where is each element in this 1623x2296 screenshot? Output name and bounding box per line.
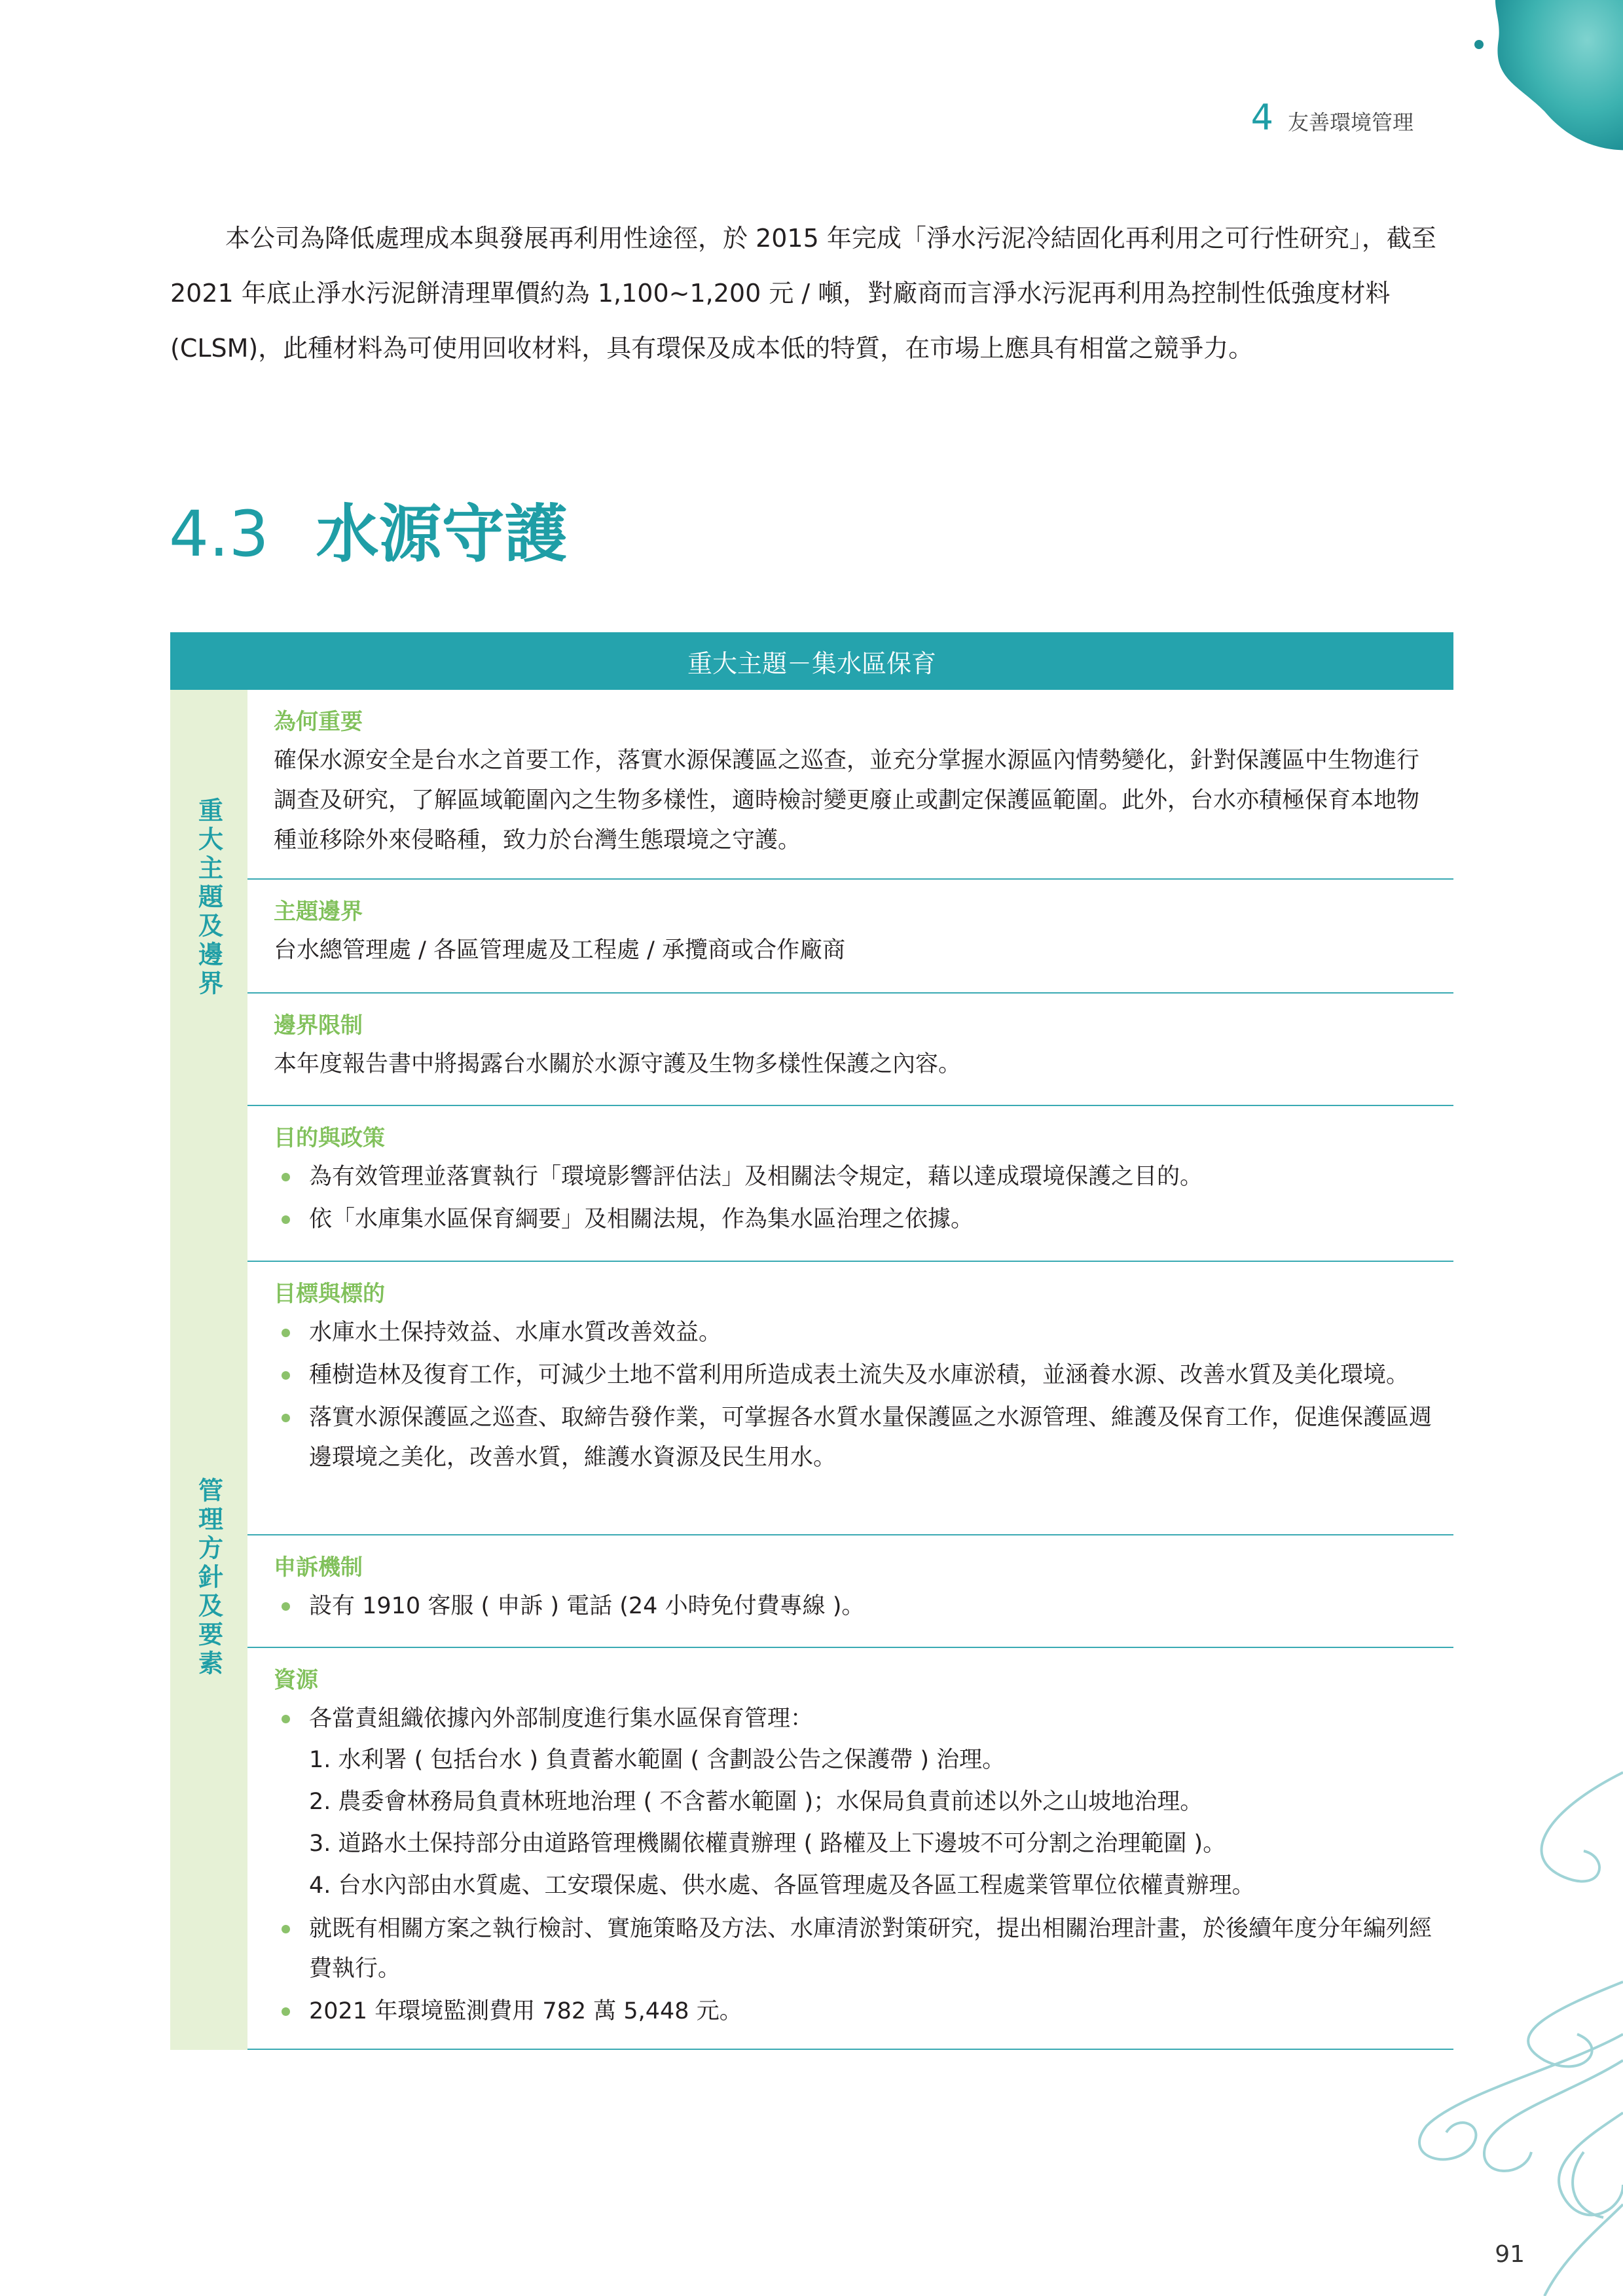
list-item [274,1699,1434,1907]
row-topic-boundary [247,880,1453,994]
sub-list-item: 4. 台水內部由水質處、工安環保處、供水處、各區管理處及各區工程處業管單位依權責辦理。 [309,1873,1255,1899]
group-label-text: 重大主題及邊界 [194,797,223,999]
chapter-number: 4 [1250,97,1273,138]
topic-boundary-group [170,690,1453,1106]
sub-list [309,1739,1434,1907]
group-label-topic-boundary [170,690,247,1106]
list-item: 設有 1910 客服 ( 申訴 ) 電話 (24 小時免付費專線 )。 [274,1587,1434,1626]
row-text: 台水總管理處 / 各區管理處及工程處 / 承攬商或合作廠商 [274,937,846,963]
chapter-title: 友善環境管理 [1287,110,1413,135]
list-item: 2021 年環境監測費用 782 萬 5,448 元。 [274,1992,1434,2032]
sub-list-item: 1. 水利署 ( 包括台水 ) 負責蓄水範圍 ( 含劃設公告之保護帶 ) 治理。 [309,1747,1006,1773]
row-grievance [247,1535,1453,1648]
row-resources [247,1648,1453,2050]
list-item: 水庫水土保持效益、水庫水質改善效益。 [274,1313,1434,1353]
section-title: 水源守護 [316,497,568,571]
list-item: 種樹造林及復育工作，可減少土地不當利用所造成表土流失及水庫淤積，並涵養水源、改善水質及美化環境。 [274,1355,1434,1395]
row-title: 目標與標的 [274,1281,385,1307]
list-item: 為有效管理並落實執行「環境影響評估法」及相關法令規定，藉以達成環境保護之目的。 [274,1157,1434,1197]
row-title: 目的與政策 [274,1125,385,1151]
bullet-list [274,1587,1453,1626]
row-title: 申訴機制 [274,1554,363,1581]
row-text: 確保水源安全是台水之首要工作，落實水源保護區之巡查，並充分掌握水源區內情勢變化，針對保護區中生物進行調查及研究，了解區域範圍內之生物多樣性，適時檢討變更廢止或劃定保護區範圍。此外，台水亦積極保育本地物種並移除外來侵略種，致力於台灣生態環境之守護。 [274,747,1420,853]
section-heading [169,484,568,574]
page-number: 91 [1495,2241,1525,2268]
list-item: 依「水庫集水區保育綱要」及相關法規，作為集水區治理之依據。 [274,1200,1434,1240]
group-label-text: 管理方針及要素 [194,1477,223,1679]
row-title: 為何重要 [274,709,363,735]
row-title: 主題邊界 [274,899,363,925]
row-text: 本年度報告書中將揭露台水關於水源守護及生物多樣性保護之內容。 [274,1051,962,1077]
group-body [247,1106,1453,2050]
management-approach-group [170,1106,1453,2050]
row-goals [247,1262,1453,1535]
list-item: 落實水源保護區之巡查、取締告發作業，可掌握各水質水量保護區之水源管理、維護及保育工作，促進保護區週邊環境之美化，改善水質，維護水資源及民生用水。 [274,1398,1434,1478]
table-header: 重大主題－集水區保育 [170,632,1453,690]
bullet-list [274,1157,1453,1240]
sub-list-item: 3. 道路水土保持部分由道路管理機關依權責辦理 ( 路權及上下邊坡不可分割之治理範圍 )。 [309,1831,1226,1857]
watercolor-splash-decoration [1466,0,1623,170]
row-boundary-limit [247,994,1453,1106]
section-number: 4.3 [169,497,269,571]
group-label-management [170,1106,247,2050]
bullet-list [274,1699,1453,2032]
row-title: 資源 [274,1667,318,1693]
row-title: 邊界限制 [274,1013,363,1039]
sub-list-item: 2. 農委會林務局負責林班地治理 ( 不含蓄水範圍 )；水保局負責前述以外之山坡地治理。 [309,1789,1203,1815]
intro-section [170,211,1453,376]
material-topic-table [170,632,1453,2050]
bullet-list [274,1313,1453,1478]
row-policy [247,1106,1453,1262]
chapter-header [1251,97,1413,138]
list-item: 就既有相關方案之執行檢討、實施策略及方法、水庫清淤對策研究，提出相關治理計畫，於後續年度分年編列經費執行。 [274,1909,1434,1989]
list-item-text: 各當責組織依據內外部制度進行集水區保育管理： [309,1706,814,1732]
row-why-important [247,690,1453,880]
group-body [247,690,1453,1106]
intro-paragraph: 本公司為降低處理成本與發展再利用性途徑，於 2015 年完成「淨水污泥冷結固化再利用之可行性研究」，截至 2021 年底止淨水污泥餅清理單價約為 1,100~1,200 元 / 噸，對廠商而言淨水污泥再利用為控制性低強度材料 (CLSM)，此種材料為可使用回收材料，具有環保及成本低的特質，在市場上應具有相當之競爭力。 [170,224,1436,363]
